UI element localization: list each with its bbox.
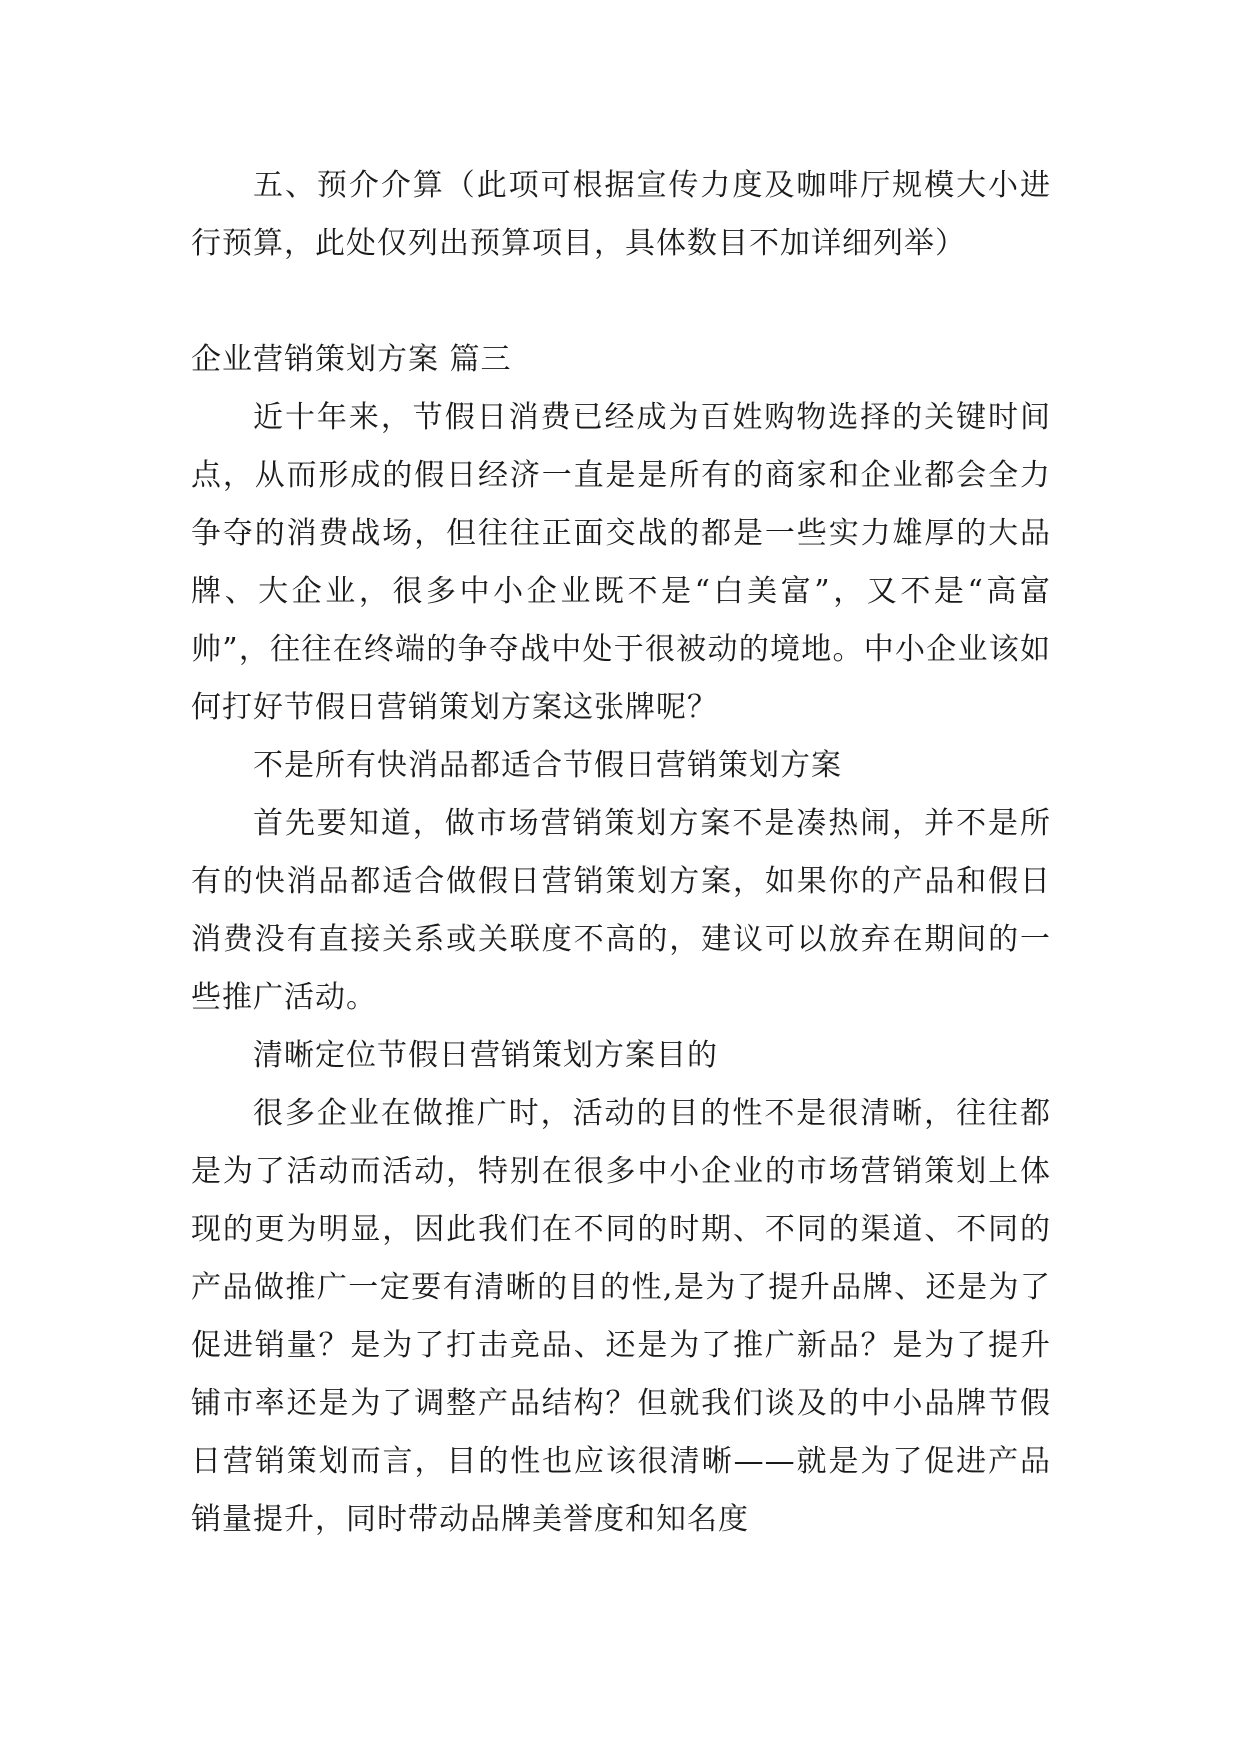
document-body — [191, 157, 1051, 1549]
paragraph-clear-purpose: 很多企业在做推广时，活动的目的性不是很清晰，往往都是为了活动而活动，特别在很多中小企业的市场营销策划上体现的更为明显，因此我们在不同的时期、不同的渠道、不同的产品做推广一定要有清晰的目的性,是为了提升品牌、还是为了促进销量？是为了打击竞品、还是为了推广新品？是为了提升铺市率还是为了调整产品结构？但就我们谈及的中小品牌节假日营销策划而言，目的性也应该很清晰——就是为了促进产品销量提升，同时带动品牌美誉度和知名度 — [191, 1096, 1051, 1537]
paragraph-not-all-fmcg: 首先要知道，做市场营销策划方案不是凑热闹，并不是所有的快消品都适合做假日营销策划方案，如果你的产品和假日消费没有直接关系或关联度不高的，建议可以放弃在期间的一些推广活动。 — [191, 806, 1051, 1015]
subheading-not-all-fmcg: 不是所有快消品都适合节假日营销策划方案 — [253, 748, 842, 783]
paragraph-intro: 近十年来，节假日消费已经成为百姓购物选择的关键时间点，从而形成的假日经济一直是是所有的商家和企业都会全力争夺的消费战场，但往往正面交战的都是一些实力雄厚的大品牌、大企业，很多中小企业既不是“白美富”，又不是“高富帅”，往往在终端的争夺战中处于很被动的境地。中小企业该如何打好节假日营销策划方案这张牌呢？ — [191, 400, 1051, 725]
paragraph-budget: 五、预介介算（此项可根据宣传力度及咖啡厅规模大小进行预算，此处仅列出预算项目，具体数目不加详细列举） — [191, 168, 1051, 261]
subheading-clear-purpose: 清晰定位节假日营销策划方案目的 — [253, 1038, 718, 1073]
section-heading: 企业营销策划方案 篇三 — [191, 342, 512, 377]
